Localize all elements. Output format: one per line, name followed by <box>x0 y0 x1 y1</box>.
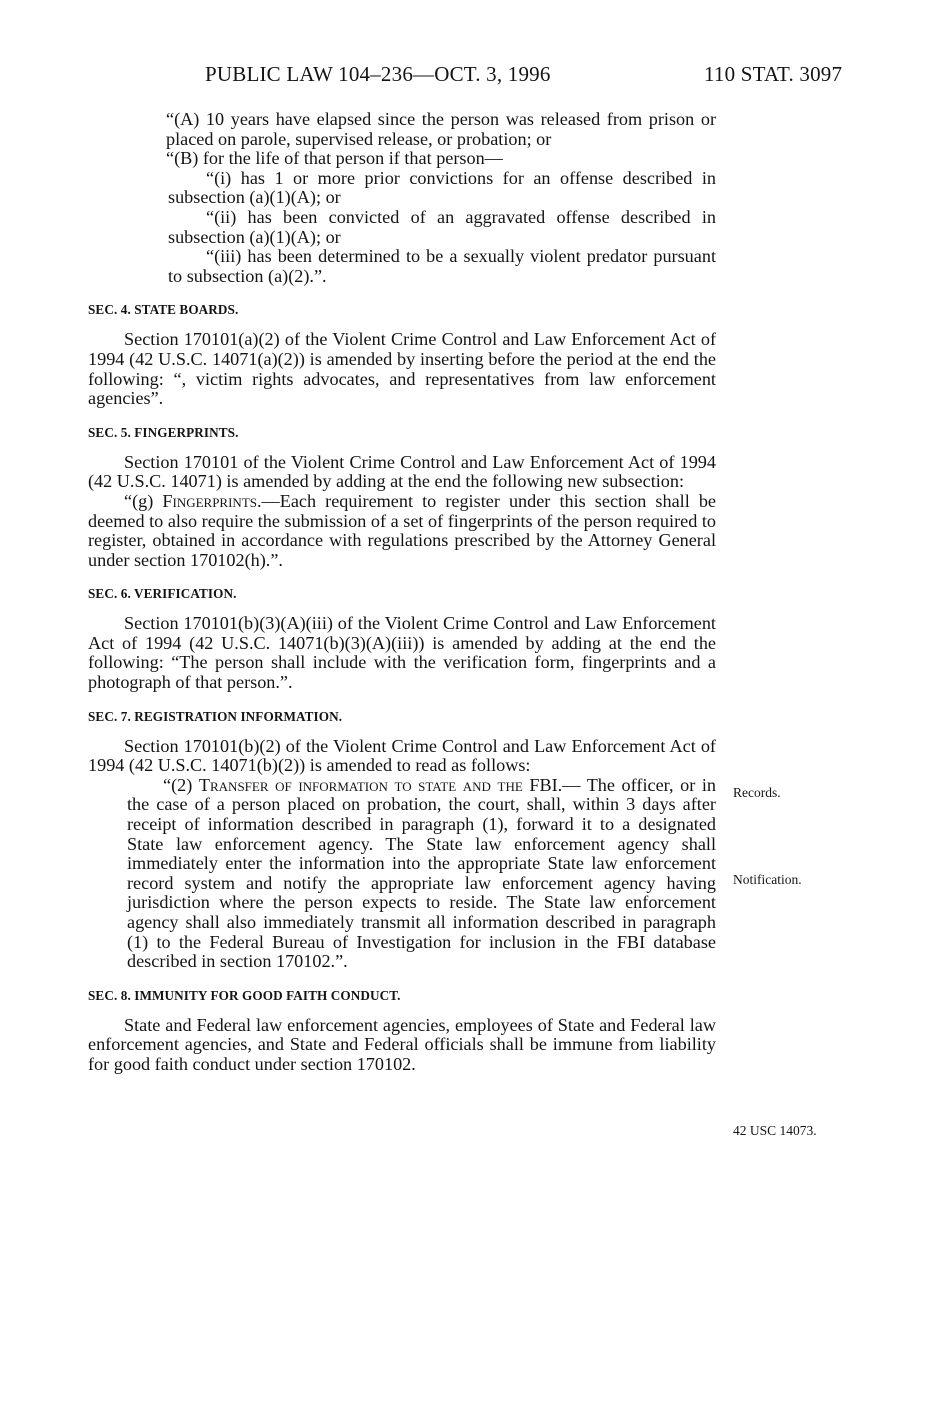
section-7-subsection <box>88 776 716 972</box>
margin-note-records: Records. <box>733 785 781 800</box>
section-5-heading: SEC. 5. FINGERPRINTS. <box>88 424 239 440</box>
section-8-heading: SEC. 8. IMMUNITY FOR GOOD FAITH CONDUCT. <box>88 987 401 1003</box>
section-6-text: Section 170101(b)(3)(A)(iii) of the Violent Crime Control and Law Enforcement Act of 1994 (42 U.S.C. 14071(b)(3)(A)(iii)) is amended by adding at the end the following: “The person shall include with the verification form, fingerprints and a photograph of that person.”. <box>88 613 716 693</box>
section-7-sub-text: The officer, or in the case of a person placed on probation, the court, shall, within 3 days after receipt of information described in paragraph (1), forward it to a designated State law enforcement agency. The State law enforcement agency shall immediately enter the information into the appropriate State law enforcement record system and notify the appropriate law enforcement agency having jurisdiction where the person expects to reside. The State law enforcement agency shall also immediately transmit all information described in paragraph (1) to the Federal Bureau of Investigation for inclusion in the FBI database described in section 170102.”. <box>127 774 717 972</box>
quote-paragraph-b: “(B) for the life of that person if that person— <box>166 148 503 169</box>
section-7-text: Section 170101(b)(2) of the Violent Crime Control and Law Enforcement Act of 1994 (42 U.S.C. 14071(b)(2)) is amended to read as follows: <box>88 735 716 776</box>
document-body <box>88 110 716 1075</box>
section-5-subsection <box>88 492 716 570</box>
section-5-text: Section 170101 of the Violent Crime Control and Law Enforcement Act of 1994 (42 U.S.C. 14071) is amended by adding at the end the following new subsection: <box>88 451 716 492</box>
section-7-sub-paragraph <box>127 776 716 972</box>
section-4-text: Section 170101(a)(2) of the Violent Crime Control and Law Enforcement Act of 1994 (42 U.S.C. 14071(a)(2)) is amended by inserting before the period at the end the following: “, victim rights advocates, and representatives from law enforcement agencies”. <box>88 329 716 409</box>
section-7-heading: SEC. 7. REGISTRATION INFORMATION. <box>88 708 343 724</box>
quote-items <box>88 169 716 287</box>
section-6-heading: SEC. 6. VERIFICATION. <box>88 586 237 602</box>
quote-item-ii: “(ii) has been convicted of an aggravated offense described in subsection (a)(1)(A); or <box>168 206 716 247</box>
section-7-sub-prefix: “(2) <box>163 774 199 795</box>
section-4-heading: SEC. 4. STATE BOARDS. <box>88 302 239 318</box>
margin-note-notification: Notification. <box>733 872 802 887</box>
section-5-sub-prefix: “(g) <box>124 490 163 511</box>
quote-item-i: “(i) has 1 or more prior convictions for an offense described in subsection (a)(1)(A); or <box>168 167 716 208</box>
section-5-sub-text: .—Each requirement to register under this section shall be deemed to also require the submission of a set of fingerprints of the person required to register, obtained in accordance with regulations prescribed by the Attorney General under section 170102(h).”. <box>88 490 717 570</box>
section-8-text: State and Federal law enforcement agencies, employees of State and Federal law enforcement agencies, and State and Federal officials shall be immune from liability for good faith conduct under section 170102. <box>88 1014 716 1074</box>
margin-note-usc: 42 USC 14073. <box>733 1123 817 1138</box>
page-header-right: 110 STAT. 3097 <box>704 62 843 86</box>
quote-paragraph-a: “(A) 10 years have elapsed since the person was released from prison or placed on parole, supervised release, or probation; or <box>166 109 716 149</box>
page-header-left: PUBLIC LAW 104–236—OCT. 3, 1996 <box>205 62 551 86</box>
section-5-sub-title: Fingerprints <box>162 490 257 511</box>
quote-item-iii: “(iii) has been determined to be a sexually violent predator pursuant to subsection (a)(2).”. <box>168 246 716 286</box>
section-7-sub-dash: .— <box>557 774 587 795</box>
quote-continuation <box>88 110 716 169</box>
section-7-sub-title: Transfer of information to state and the FBI <box>198 774 558 795</box>
